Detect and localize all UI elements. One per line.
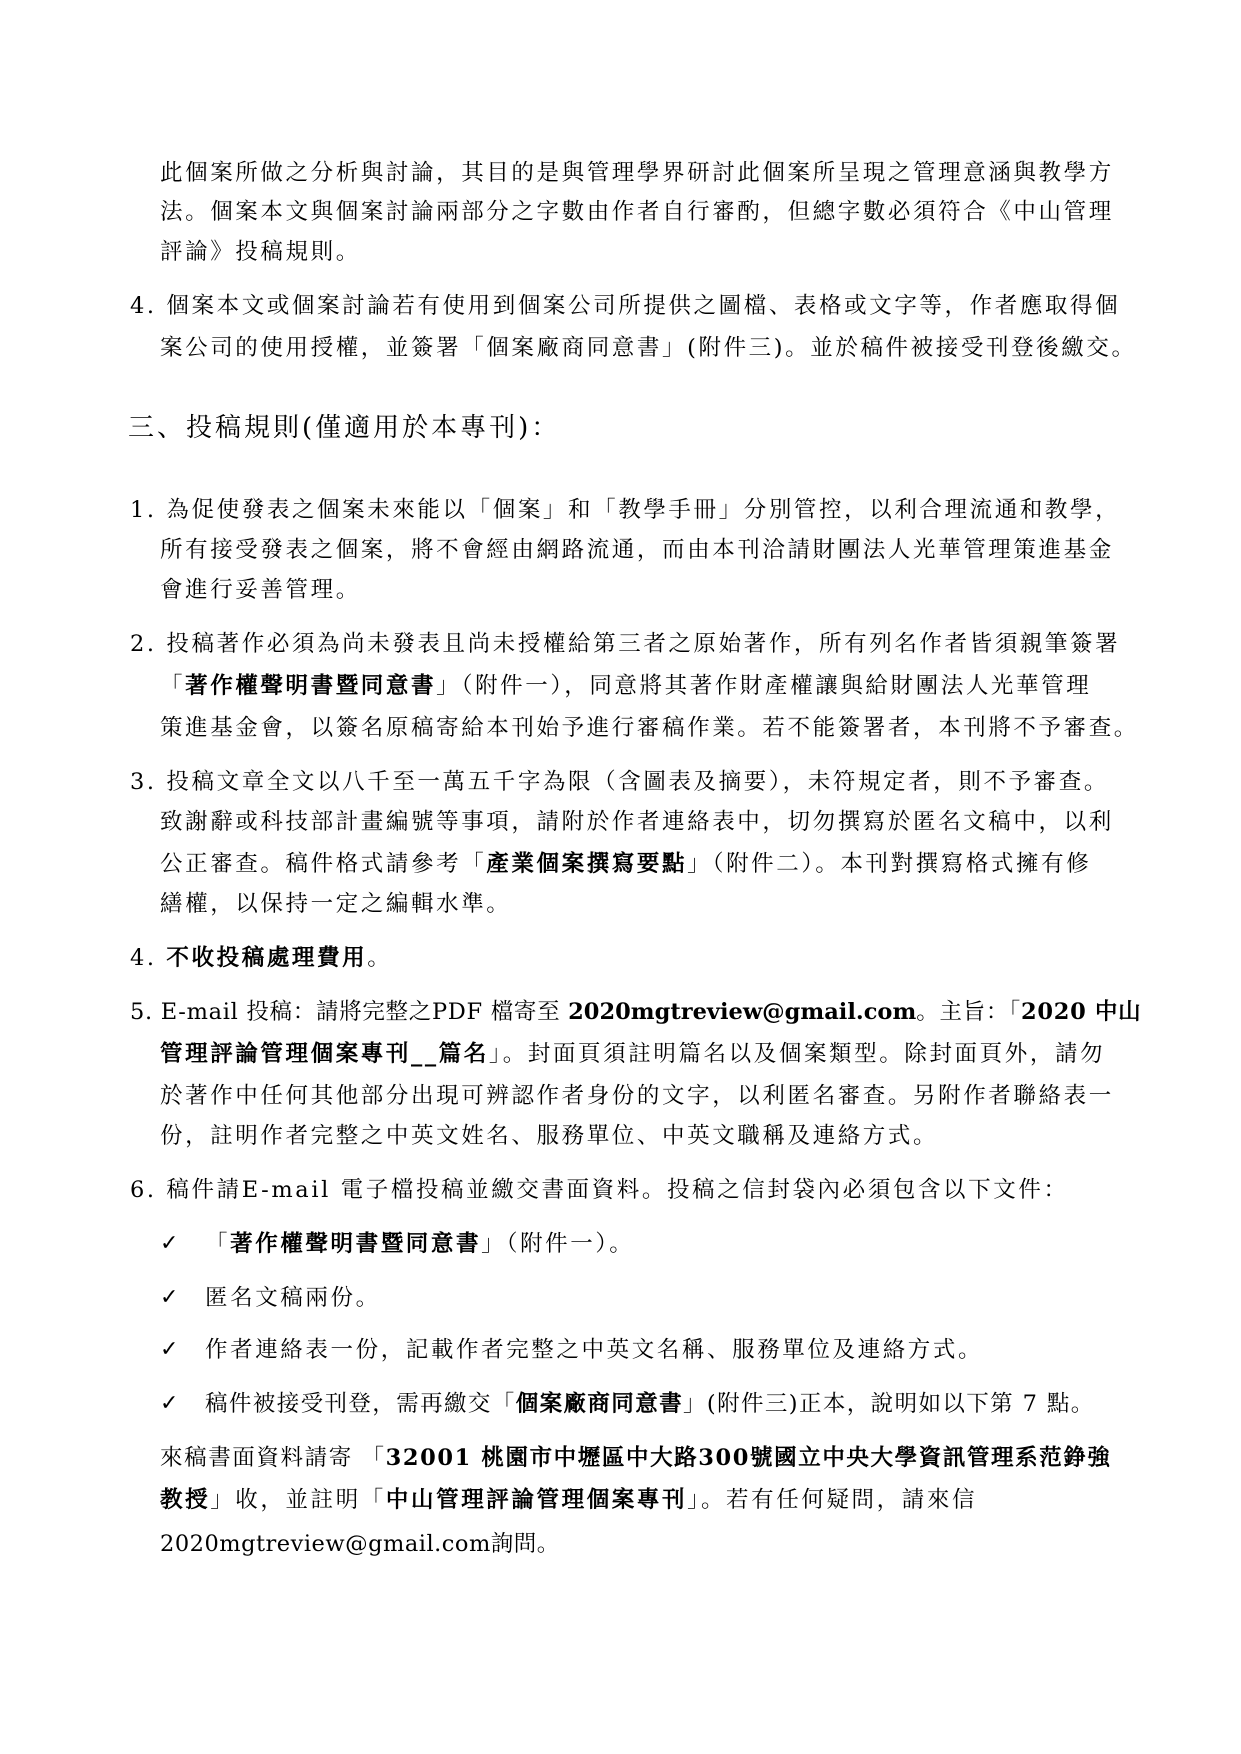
rule3-line-1: 3. 投稿文章全文以八千至一萬五千字為限（含圖表及摘要），未符規定者，則不予審查。 <box>130 769 1109 795</box>
rule4-line: 4. 不收投稿處理費用。 <box>130 945 393 971</box>
writing-guide-name: 產業個案撰寫要點 <box>486 851 688 877</box>
section-3-title: 三、投稿規則(僅適用於本專刊)： <box>128 413 561 443</box>
mailing-line-1: 來稿書面資料請寄 「32001 桃園市中壢區中大路300號國立中央大學資訊管理系范錚強 <box>160 1445 1112 1471</box>
checklist-item-1: 「著作權聲明書暨同意書」（附件一）。 <box>205 1231 635 1257</box>
intro-line-2: 法。個案本文與個案討論兩部分之字數由作者自行審酌，但總字數必須符合《中山管理 <box>160 199 1114 225</box>
check-icon: ✓ <box>160 1231 179 1256</box>
mailing-address: 32001 桃園市中壢區中大路300號國立中央大學資訊管理系范錚強 <box>385 1445 1112 1471</box>
checklist-item-3: 作者連絡表一份，記載作者完整之中英文名稱、服務單位及連絡方式。 <box>205 1337 984 1363</box>
rule1-line-1: 1. 為促使發表之個案未來能以「個案」和「教學手冊」分別管控，以利合理流通和教學， <box>130 497 1121 523</box>
check-icon: ✓ <box>160 1285 179 1310</box>
check-icon: ✓ <box>160 1391 179 1416</box>
rule3-line-3: 公正審查。稿件格式請參考「產業個案撰寫要點」（附件二）。本刊對撰寫格式擁有修 <box>160 851 1092 877</box>
rule1-line-2: 所有接受發表之個案，將不會經由網路流通，而由本刊洽請財團法人光華管理策進基金 <box>160 537 1114 563</box>
email-subject-format: 管理評論管理個案專刊__篇名 <box>160 1041 489 1067</box>
checklist-item-2: 匿名文稿兩份。 <box>205 1285 381 1311</box>
rule2-line-2: 「著作權聲明書暨同意書」（附件一），同意將其著作財產權讓與給財團法人光華管理 <box>160 673 1092 699</box>
check-icon: ✓ <box>160 1337 179 1362</box>
rule5-line-2: 管理評論管理個案專刊__篇名」。封面頁須註明篇名以及個案類型。除封面頁外，請勿 <box>160 1041 1106 1067</box>
rule3-line-2: 致謝辭或科技部計畫編號等事項，請附於作者連絡表中，切勿撰寫於匿名文稿中，以利 <box>160 809 1114 835</box>
copyright-form-name: 著作權聲明書暨同意書 <box>185 673 437 699</box>
rule3-line-4: 繕權，以保持一定之編輯水準。 <box>160 891 512 917</box>
rule6-line-1: 6. 稿件請E-mail 電子檔投稿並繳交書面資料。投稿之信封袋內必須包含以下文件： <box>130 1177 1069 1203</box>
mailing-line-2: 教授」收，並註明「中山管理評論管理個案專刊」。若有任何疑問，請來信 <box>160 1487 978 1513</box>
rule2-line-3: 策進基金會，以簽名原稿寄給本刊始予進行審稿作業。若不能簽署者，本刊將不予審查。 <box>160 715 1139 741</box>
intro-line-3: 評論》投稿規則。 <box>160 239 361 265</box>
mailing-line-3: 2020mgtreview@gmail.com詢問。 <box>160 1531 560 1557</box>
checklist-item-4: 稿件被接受刊登，需再繳交「個案廠商同意書」(附件三)正本，說明如以下第 7 點。 <box>205 1391 1095 1417</box>
rule5-line-4: 份，註明作者完整之中英文姓名、服務單位、中英文職稱及連絡方式。 <box>160 1123 939 1149</box>
no-fee-notice: 不收投稿處理費用 <box>166 945 368 971</box>
intro-line-1: 此個案所做之分析與討論，其目的是與管理學界研討此個案所呈現之管理意涵與教學方 <box>160 160 1114 186</box>
special-issue-name: 中山管理評論管理個案專刊 <box>385 1487 688 1513</box>
rule5-line-3: 於著作中任何其他部分出現可辨認作者身份的文字，以利匿名審查。另附作者聯絡表一 <box>160 1083 1114 1109</box>
rule5-line-1: 5. E-mail 投稿：請將完整之PDF 檔寄至 2020mgtreview@gmail.com。主旨：「2020 中山 <box>130 999 1142 1025</box>
submission-email: 2020mgtreview@gmail.com <box>568 999 917 1025</box>
rule1-line-3: 會進行妥善管理。 <box>160 577 361 603</box>
item4-line-1: 4. 個案本文或個案討論若有使用到個案公司所提供之圖檔、表格或文字等，作者應取得個 <box>130 293 1121 319</box>
item4-line-2: 案公司的使用授權，並簽署「個案廠商同意書」(附件三)。並於稿件被接受刊登後繳交。 <box>160 335 1137 361</box>
rule2-line-1: 2. 投稿著作必須為尚未發表且尚未授權給第三者之原始著作，所有列名作者皆須親筆簽署 <box>130 631 1121 657</box>
